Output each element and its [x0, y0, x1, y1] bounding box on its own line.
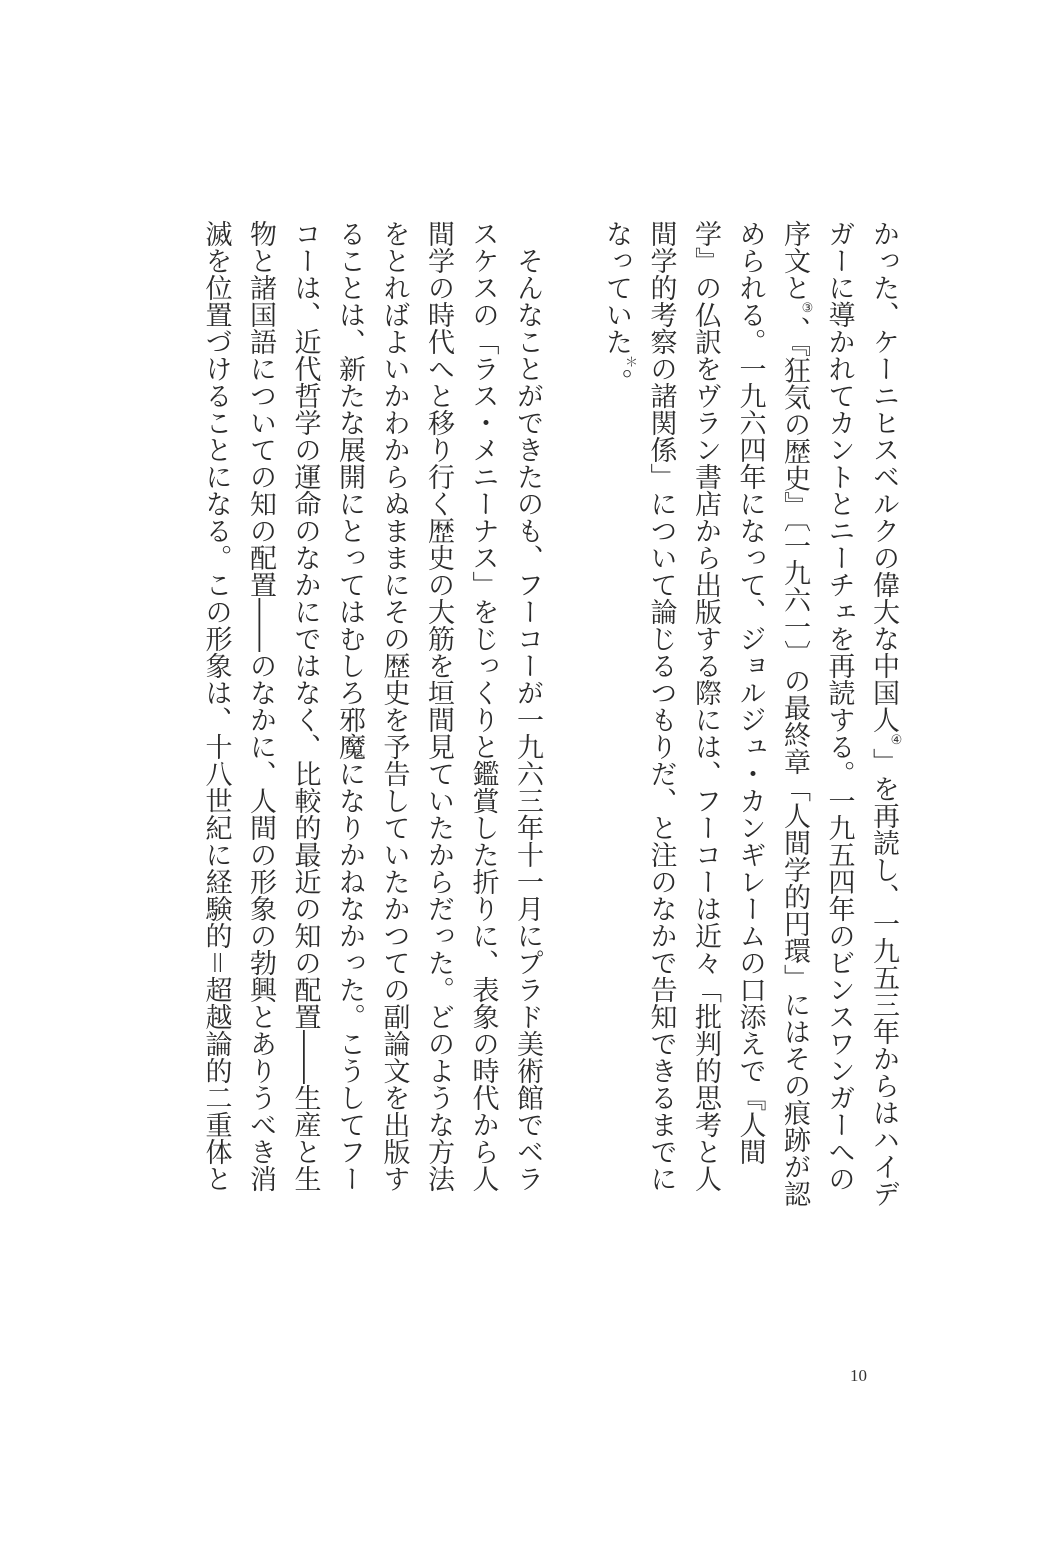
- text-column: [238, 220, 283, 1230]
- text-segment: められる。一九六四年になって、ジョルジュ・カンギレームの口添えで『人間: [734, 220, 766, 1165]
- note-marker: ④: [889, 733, 904, 748]
- note-marker: ③: [800, 301, 815, 316]
- text-column: [816, 220, 861, 1230]
- text-segment: ることは、新たな展開にとってはむしろ邪魔になりかねなかった。こうしてフー: [334, 220, 365, 1192]
- text-segment: 、『狂気の歴史』〔一九六一〕の最終章「人間学的円環」にはその痕跡が認: [779, 316, 810, 1207]
- paragraph-break: [549, 220, 594, 1230]
- text-column: [594, 220, 639, 1230]
- text-column: [460, 220, 505, 1230]
- text-segment: 滅を位置づけることになる。この形象は、十八世紀に経験的＝超越論的二重体と: [200, 220, 232, 1192]
- text-segment: 」を再読し、一九五三年からはハイデ: [868, 748, 899, 1207]
- page-number: 10: [850, 1366, 867, 1385]
- text-segment: をとればよいかわからぬままにその歴史を予告していたかつての副論文を出版す: [378, 220, 410, 1192]
- paragraph: [193, 220, 549, 1230]
- text-segment: 物と諸国語についての知の配置――のなかに、人間の形象の勃興とありうべき消: [245, 220, 276, 1192]
- text-segment: そんなことができたのも、フーコーが一九六三年十一月にプラド美術館でベラ: [512, 220, 543, 1192]
- text-column: [683, 220, 728, 1230]
- text-segment: 学』の仏訳をヴラン書店から出版する際には、フーコーは近々「批判的思考と人: [690, 220, 721, 1192]
- text-column: [327, 220, 372, 1230]
- text-column: [416, 220, 461, 1230]
- body-text: [193, 220, 905, 1230]
- text-segment: 間学的考察の諸関係」について論じるつもりだ、と注のなかで告知できるまでに: [645, 220, 677, 1192]
- text-segment: スケスの「ラス・メニーナス」をじっくりと鑑賞した折りに、表象の時代から人: [467, 220, 499, 1192]
- text-column: [371, 220, 416, 1230]
- text-segment: 。: [601, 368, 632, 395]
- text-segment: 序文と: [779, 220, 810, 301]
- text-column: [727, 220, 772, 1230]
- text-column: [638, 220, 683, 1230]
- text-segment: かった、ケーニヒスベルクの偉大な中国人: [868, 220, 899, 733]
- text-column: [505, 220, 550, 1230]
- text-segment: なっていた: [601, 220, 632, 355]
- text-column: [772, 220, 817, 1230]
- paragraph: [594, 220, 906, 1230]
- text-segment: ガーに導かれてカントとニーチェを再読する。一九五四年のビンスワンガーへの: [823, 220, 855, 1192]
- text-column: [861, 220, 906, 1230]
- text-column: [193, 220, 238, 1230]
- text-segment: 間学の時代へと移り行く歴史の大筋を垣間見ていたからだった。どのような方法: [423, 220, 454, 1192]
- asterisk-note-marker: ＊: [622, 355, 637, 368]
- text-column: [282, 220, 327, 1230]
- text-segment: コーは、近代哲学の運命のなかにではなく、比較的最近の知の配置――生産と生: [289, 220, 321, 1192]
